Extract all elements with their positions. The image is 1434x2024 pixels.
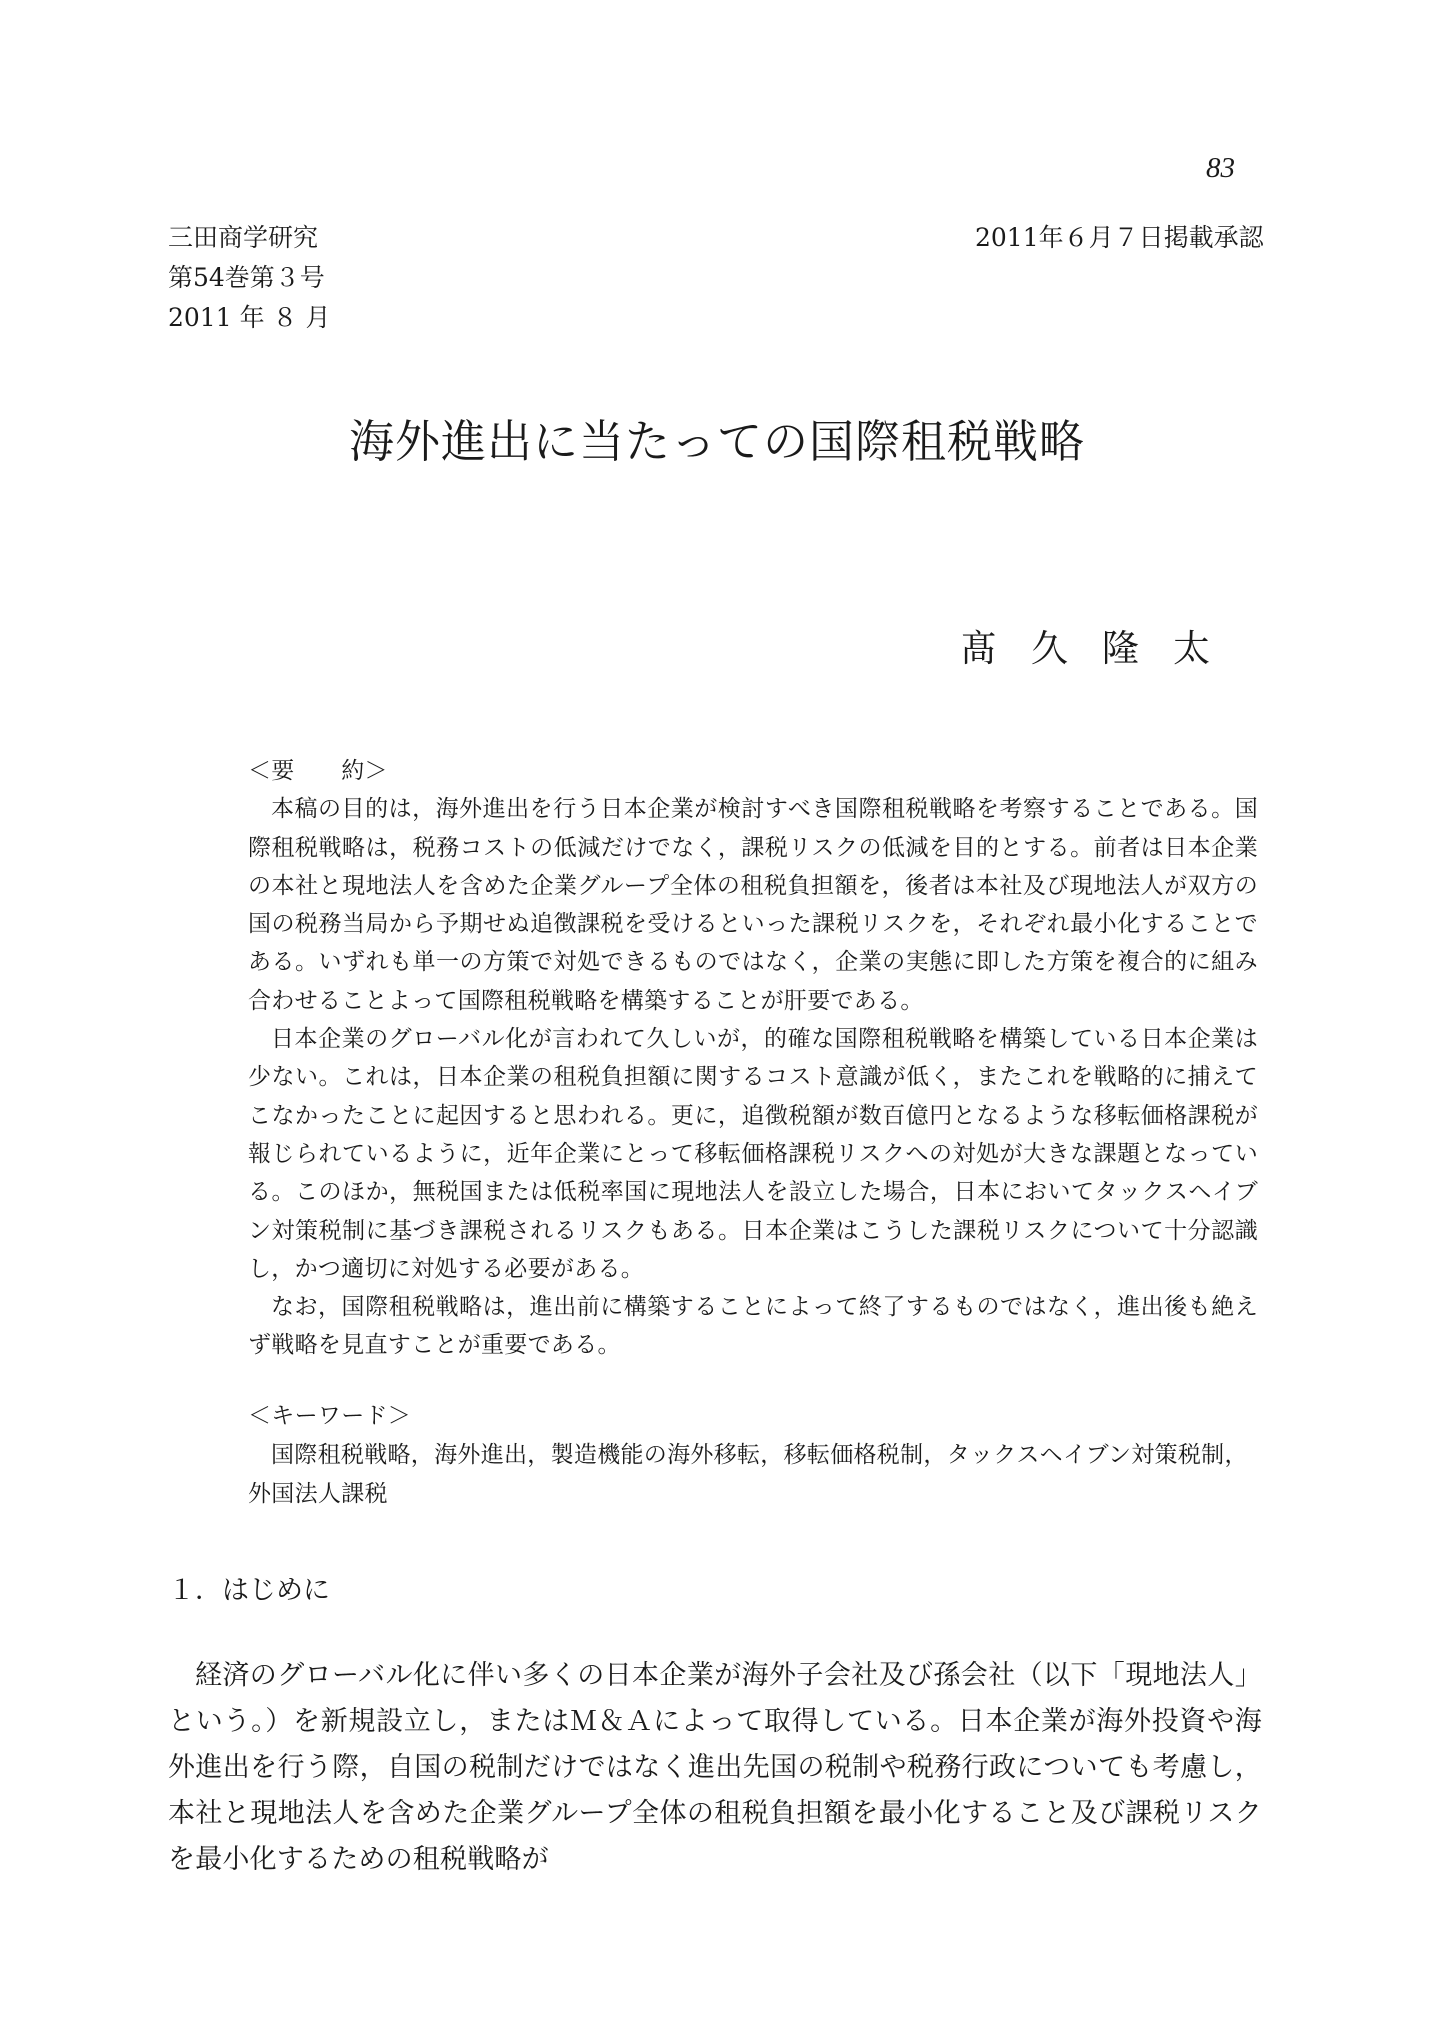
paper-title: 海外進出に当たっての国際租税戦略 — [348, 415, 1085, 468]
abstract-paragraph: 日本企業のグローバル化が言われて久しいが，的確な国際租税戦略を構築している日本企業は少ない。これは，日本企業の租税負担額に関するコスト意識が低く，またこれを戦略的に捕えてこなかったことに起因すると思われる。更に，追徴税額が数百億円となるような移転価格課税が報じられているように，近年企業にとって移転価格課税リスクへの対処が大きな課題となっている。このほか，無税国または低税率国に現地法人を設立した場合，日本においてタックスヘイブン対策税制に基づき課税されるリスクもある。日本企業はこうした課税リスクについて十分認識し，かつ適切に対処する必要がある。 — [248, 1026, 1258, 1282]
keywords — [248, 1397, 1258, 1514]
page-number: 83 — [1206, 152, 1235, 184]
keywords-heading: ＜キーワード＞ — [248, 1403, 412, 1429]
body-text — [168, 1653, 1262, 1883]
journal-name: 三田商学研究 — [168, 223, 319, 252]
abstract-paragraph: 本稿の目的は，海外進出を行う日本企業が検討すべき国際租税戦略を考察することである。国際租税戦略は，税務コストの低減だけでなく，課税リスクの低減を目的とする。前者は日本企業の本社と現地法人を含めた企業グループ全体の租税負担額を，後者は本社及び現地法人が双方の国の税務当局から予期せぬ追徴課税を受けるといった課税リスクを，それぞれ最小化することである。いずれも単一の方策で対処できるものではなく，企業の実態に即した方策を複合的に組み合わせることよって国際租税戦略を構築することが肝要である。 — [248, 796, 1258, 1014]
journal-volume: 第54巻第３号 — [168, 263, 325, 292]
journal-date: 2011 年 ８ 月 — [168, 303, 331, 332]
body-paragraph: 経済のグローバル化に伴い多くの日本企業が海外子会社及び孫会社（以下「現地法人」という。）を新規設立し，またはＭ＆Ａによって取得している。日本企業が海外投資や海外進出を行う際，自国の税制だけではなく進出先国の税制や税務行政についても考慮し，本社と現地法人を含めた企業グループ全体の租税負担額を最小化すること及び課税リスクを最小化するための租税戦略が — [168, 1660, 1262, 1875]
keywords-list: 国際租税戦略，海外進出，製造機能の海外移転，移転価格税制，タックスヘイブン対策税制，外国法人課税 — [248, 1442, 1248, 1507]
abstract-heading: ＜要 約＞ — [248, 758, 388, 784]
author-name: 髙久隆太 — [960, 627, 1244, 670]
journal-info — [168, 218, 330, 338]
approval-date: 2011年６月７日掲載承認 — [975, 223, 1264, 252]
abstract-paragraph: なお，国際租税戦略は，進出前に構築することによって終了するものではなく，進出後も絶えず戦略を見直すことが重要である。 — [248, 1294, 1258, 1359]
abstract — [248, 752, 1258, 1365]
section-heading: １．はじめに — [168, 1575, 330, 1606]
